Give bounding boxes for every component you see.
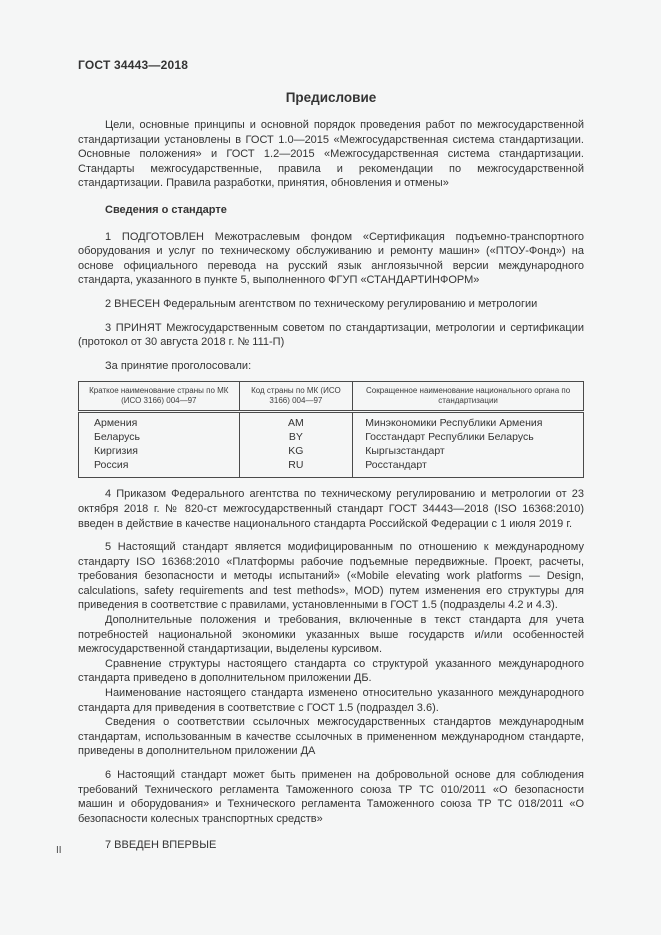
standard-info-item-1: 1 ПОДГОТОВЛЕН Межотраслевым фондом «Сертификация подъемно-транспортного оборудования и услуг по техническому обслуживанию и ремонту машин» («ПТОУ-Фонд») на основе официального перевода на русский язык англоязычной версии международного стандарта, указанного в пункте 5, выполненного ФГУП «СТАНДАРТИНФОРМ» — [78, 230, 584, 287]
table-cell-country: Россия — [79, 458, 240, 478]
table-row — [79, 430, 584, 444]
table-cell-code: AM — [239, 412, 353, 431]
standard-info-item-4: 4 Приказом Федерального агентства по техническому регулированию и метрологии от 23 октября 2018 г. № 820-ст межгосударственный стандарт ГОСТ 34443—2018 (ISO 16368:2010) введен в действие в качестве национального стандарта Российской Федерации с 1 июля 2019 г. — [78, 488, 584, 530]
table-cell-country: Беларусь — [79, 430, 240, 444]
table-header-country: Краткое наименование страны по МК (ИСО 3166) 004—97 — [79, 382, 240, 412]
table-header-org: Сокращенное наименование национального органа по стандартизации — [353, 382, 584, 412]
table-row — [79, 458, 584, 478]
table-cell-org: Росстандарт — [353, 458, 584, 478]
standard-info-item-6: 6 Настоящий стандарт может быть применен на добровольной основе для соблюдения требований Технического регламента Таможенного союза ТР ТС 010/2011 «О безопасности машин и оборудования» и Технического регламента Таможенного союза ТР ТС 018/2011 «О безопасности колесных транспортных средств» — [78, 769, 584, 825]
table-row — [79, 444, 584, 458]
paragraph-intro: Цели, основные принципы и основной порядок проведения работ по межгосударственной стандартизации установлены в ГОСТ 1.0—2015 «Межгосударственная система стандартизации. Основные положения» и ГОСТ 1.2—2015 «Межгосударственная система стандартизации. Стандарты межгосударственные, правила и рекомендации по межгосударственной стандартизации. Правила разработки, принятия, обновления и отмены» — [78, 119, 584, 190]
table-header-row — [79, 382, 584, 412]
table-cell-org: Минэкономики Республики Армения — [353, 412, 584, 431]
table-cell-code: RU — [239, 458, 353, 478]
standard-info-item-5-addition-3: Наименование настоящего стандарта изменено относительно указанного международного стандарта для приведения в соответствие с ГОСТ 1.5 (подраздел 3.6). — [78, 687, 584, 714]
standard-info-item-3: 3 ПРИНЯТ Межгосударственным советом по стандартизации, метрологии и сертификации (протокол от 30 августа 2018 г. № 111-П) — [78, 321, 584, 349]
page-title: Предисловие — [285, 90, 377, 105]
table-cell-code: BY — [239, 430, 353, 444]
page-number: II — [56, 845, 62, 856]
standard-info-item-5-addition-1: Дополнительные положения и требования, включенные в текст стандарта для учета потребностей национальной экономики указанных выше государств и/или особенностей межгосударственной стандартизации, выделены курсивом. — [78, 614, 584, 656]
table-row — [79, 412, 584, 431]
table-cell-org: Госстандарт Республики Беларусь — [353, 430, 584, 444]
table-cell-country: Армения — [79, 412, 240, 431]
table-cell-org: Кыргызстандарт — [353, 444, 584, 458]
standard-info-item-5-addition-4: Сведения о соответствии ссылочных межгосударственных стандартов международным стандартам, использованным в качестве ссылочных в примененном международном стандарте, приведены в дополнительном приложении ДА — [78, 716, 584, 758]
standard-info-item-2: 2 ВНЕСЕН Федеральным агентством по техническому регулированию и метрологии — [105, 297, 538, 310]
standard-info-item-5-addition-2: Сравнение структуры настоящего стандарта со структурой указанного международного стандарта приведено в дополнительном приложении ДБ. — [78, 657, 584, 685]
standard-info-item-5: 5 Настоящий стандарт является модифицированным по отношению к международному стандарту ISO 16368:2010 «Платформы рабочие подъемные передвижные. Проект, расчеты, требования безопасности и методы испытаний» («Mobile elevating work platforms — Design, calculations, safety requirements and test methods», MOD) путем изменения его структуры для приведения в соответствие с правилами, установленными в ГОСТ 1.5 (подразделы 4.2 и 4.3). — [78, 541, 584, 612]
table-header-code: Код страны по МК (ИСО 3166) 004—97 — [239, 382, 353, 412]
table-cell-code: KG — [239, 444, 353, 458]
table-cell-country: Киргизия — [79, 444, 240, 458]
doc-number: ГОСТ 34443—2018 — [78, 58, 189, 72]
standard-info-item-7: 7 ВВЕДЕН ВПЕРВЫЕ — [105, 839, 217, 852]
voting-countries-table — [78, 381, 584, 478]
section-heading-standard-info: Сведения о стандарте — [105, 203, 227, 216]
vote-intro-line: За принятие проголосовали: — [105, 359, 252, 372]
